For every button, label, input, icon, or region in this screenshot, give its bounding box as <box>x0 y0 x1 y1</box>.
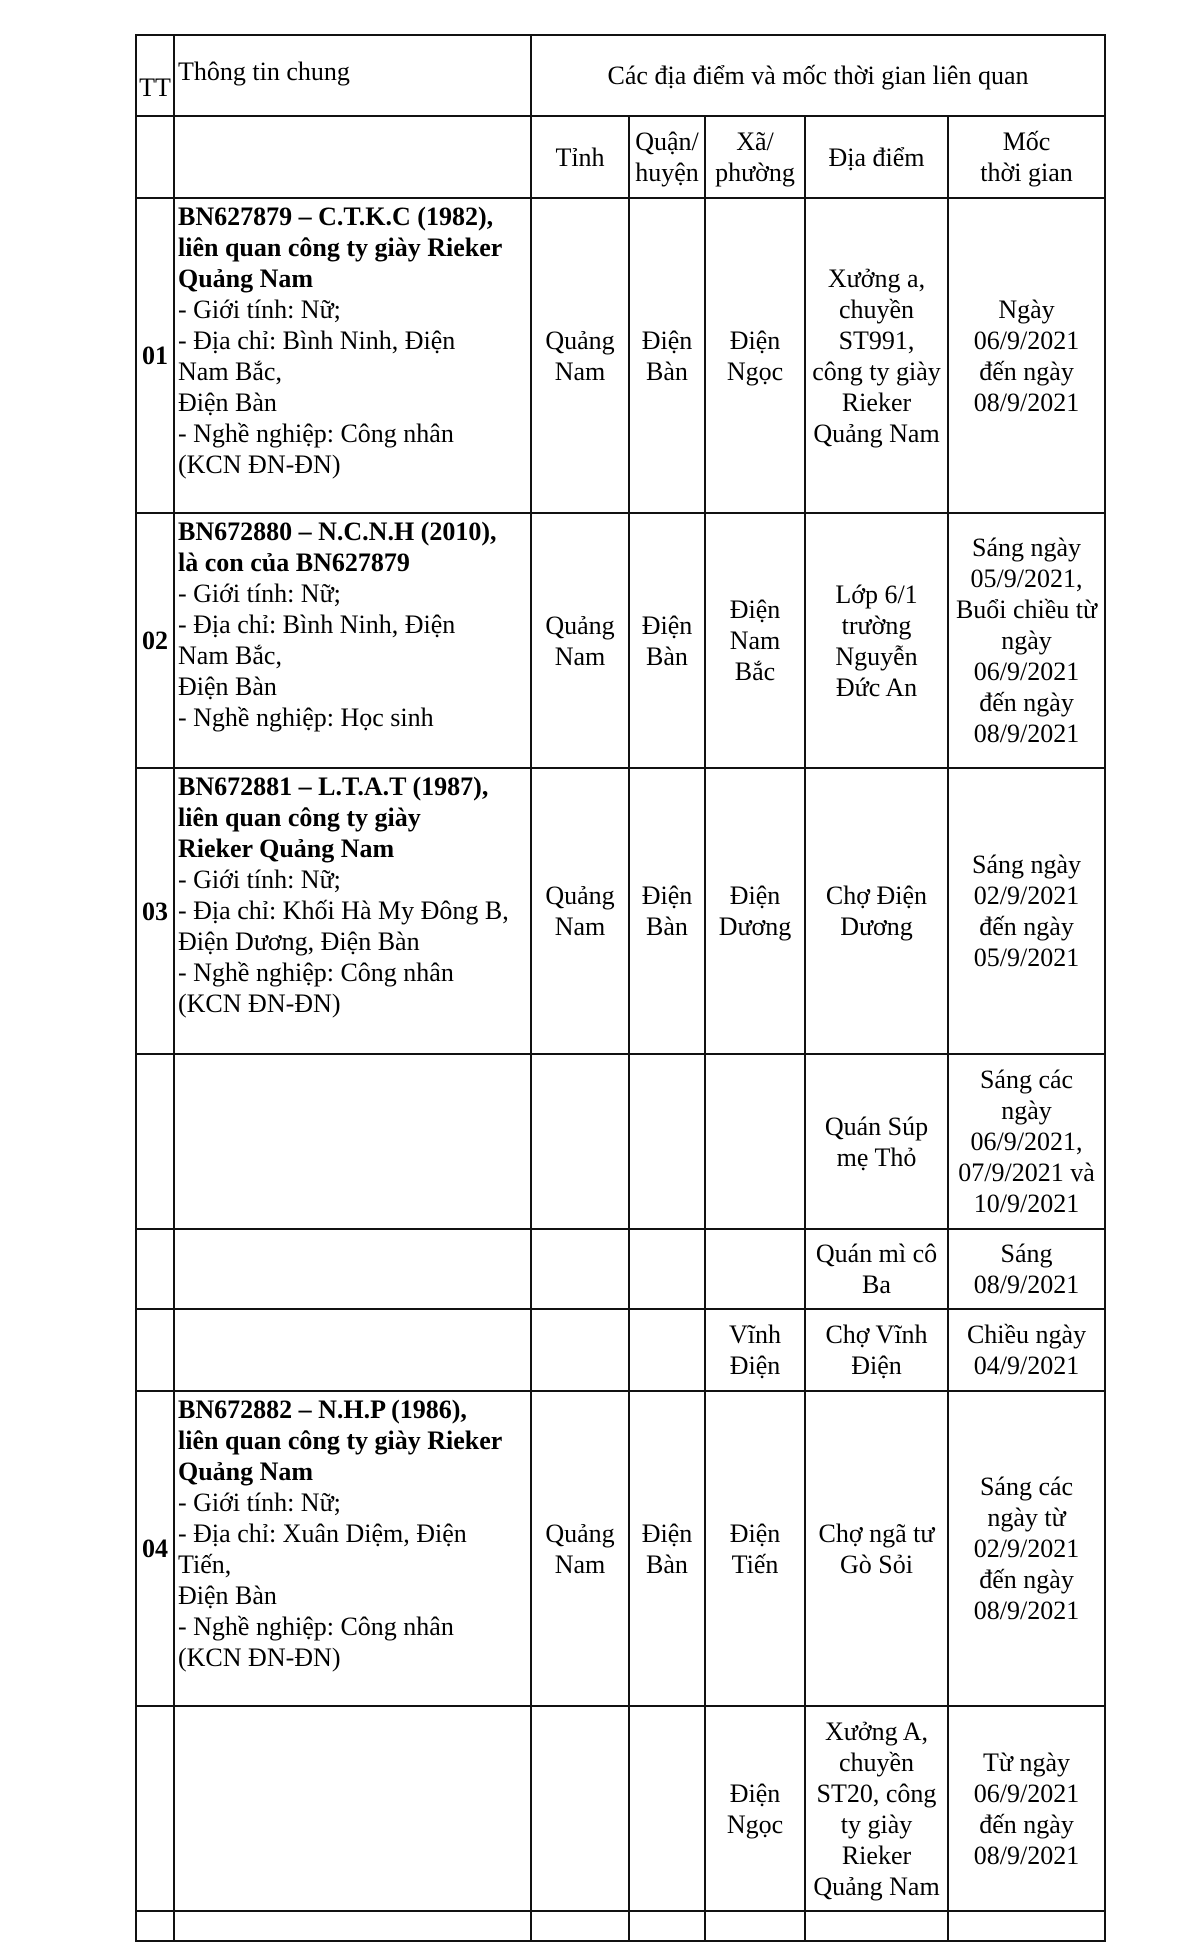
patient-title: BN627879 – C.T.K.C (1982), liên quan công ty giày Rieker Quảng Nam <box>178 202 503 293</box>
ward-cell: Điện Dương <box>705 768 805 1054</box>
place-cell: Quán Súp mẹ Thỏ <box>805 1054 948 1229</box>
time-cell: Sáng các ngày 06/9/2021, 07/9/2021 và 10/9/2021 <box>948 1054 1105 1229</box>
row-number <box>136 1054 174 1229</box>
patient-address: - Địa chỉ: Xuân Diệm, Điện Tiến, Điện Bàn <box>178 1519 467 1610</box>
district-cell: Điện Bàn <box>629 1391 705 1706</box>
header-locations-title: Các địa điểm và mốc thời gian liên quan <box>531 35 1105 116</box>
ward-cell <box>705 1229 805 1309</box>
header-ward: Xã/ phường <box>705 116 805 198</box>
patient-title: BN672880 – N.C.N.H (2010), là con của BN627879 <box>178 517 497 577</box>
ward-cell: Điện Ngọc <box>705 198 805 513</box>
time-cell: Sáng các ngày từ 02/9/2021 đến ngày 08/9/2021 <box>948 1391 1105 1706</box>
header-empty-info <box>174 116 531 198</box>
patient-occupation: - Nghề nghiệp: Học sinh <box>178 703 434 732</box>
patient-title: BN672881 – L.T.A.T (1987), liên quan công ty giày Rieker Quảng Nam <box>178 772 489 863</box>
patient-info <box>174 1054 531 1229</box>
patient-info <box>174 1391 531 1706</box>
province-cell <box>531 1229 629 1309</box>
table-row <box>136 513 1105 768</box>
header-row-1 <box>136 35 1105 116</box>
patient-address: - Địa chỉ: Bình Ninh, Điện Nam Bắc, Điện Bàn <box>178 610 456 701</box>
patient-info <box>174 1309 531 1391</box>
row-number: 04 <box>136 1391 174 1706</box>
place-cell: Xưởng a, chuyền ST991, công ty giày Rieker Quảng Nam <box>805 198 948 513</box>
row-number: 03 <box>136 768 174 1054</box>
patient-occupation: - Nghề nghiệp: Công nhân (KCN ĐN-ĐN) <box>178 419 454 479</box>
district-cell: Điện Bàn <box>629 768 705 1054</box>
place-cell: Chợ ngã tư Gò Sỏi <box>805 1391 948 1706</box>
province-cell: Quảng Nam <box>531 198 629 513</box>
table-row <box>136 1706 1105 1911</box>
table-row <box>136 1229 1105 1309</box>
patient-gender: - Giới tính: Nữ; <box>178 579 341 608</box>
patient-gender: - Giới tính: Nữ; <box>178 295 341 324</box>
ward-cell: Vĩnh Điện <box>705 1309 805 1391</box>
patient-info <box>174 1706 531 1911</box>
time-cell: Sáng 08/9/2021 <box>948 1229 1105 1309</box>
province-cell: Quảng Nam <box>531 768 629 1054</box>
header-time: Mốc thời gian <box>948 116 1105 198</box>
district-cell <box>629 1706 705 1911</box>
patient-gender: - Giới tính: Nữ; <box>178 1488 341 1517</box>
province-cell <box>531 1309 629 1391</box>
header-general-info: Thông tin chung <box>174 35 531 116</box>
place-cell: Lớp 6/1 trường Nguyễn Đức An <box>805 513 948 768</box>
ward-cell: Điện Tiến <box>705 1391 805 1706</box>
patient-occupation: - Nghề nghiệp: Công nhân (KCN ĐN-ĐN) <box>178 958 454 1018</box>
patient-info <box>174 1229 531 1309</box>
row-number: 02 <box>136 513 174 768</box>
header-row-2 <box>136 116 1105 198</box>
time-cell: Chiều ngày 04/9/2021 <box>948 1309 1105 1391</box>
patient-address: - Địa chỉ: Khối Hà My Đông B, Điện Dương, Điện Bàn <box>178 896 509 956</box>
header-empty-tt <box>136 116 174 198</box>
header-district: Quận/ huyện <box>629 116 705 198</box>
patient-info <box>174 768 531 1054</box>
time-cell: Sáng ngày 02/9/2021 đến ngày 05/9/2021 <box>948 768 1105 1054</box>
time-cell: Sáng ngày 05/9/2021, Buổi chiều từ ngày 06/9/2021 đến ngày 08/9/2021 <box>948 513 1105 768</box>
ward-cell <box>705 1054 805 1229</box>
header-place: Địa điểm <box>805 116 948 198</box>
place-cell: Chợ Vĩnh Điện <box>805 1309 948 1391</box>
table-row <box>136 1054 1105 1229</box>
header-tt: TT <box>136 35 174 116</box>
ward-cell: Điện Ngọc <box>705 1706 805 1911</box>
patient-address: - Địa chỉ: Bình Ninh, Điện Nam Bắc, Điện Bàn <box>178 326 456 417</box>
row-number <box>136 1706 174 1911</box>
patient-gender: - Giới tính: Nữ; <box>178 865 341 894</box>
table-row <box>136 768 1105 1054</box>
table-row <box>136 1911 1105 1941</box>
province-cell <box>531 1706 629 1911</box>
province-cell: Quảng Nam <box>531 1391 629 1706</box>
table-row <box>136 1309 1105 1391</box>
district-cell: Điện Bàn <box>629 198 705 513</box>
district-cell <box>629 1229 705 1309</box>
district-cell: Điện Bàn <box>629 513 705 768</box>
place-cell: Quán mì cô Ba <box>805 1229 948 1309</box>
district-cell <box>629 1309 705 1391</box>
row-number: 01 <box>136 198 174 513</box>
province-cell: Quảng Nam <box>531 513 629 768</box>
ward-cell: Điện Nam Bắc <box>705 513 805 768</box>
patient-title: BN672882 – N.H.P (1986), liên quan công ty giày Rieker Quảng Nam <box>178 1395 503 1486</box>
table-row <box>136 1391 1105 1706</box>
time-cell: Ngày 06/9/2021 đến ngày 08/9/2021 <box>948 198 1105 513</box>
row-number <box>136 1229 174 1309</box>
row-number <box>136 1309 174 1391</box>
header-province: Tỉnh <box>531 116 629 198</box>
province-cell <box>531 1054 629 1229</box>
time-cell: Từ ngày 06/9/2021 đến ngày 08/9/2021 <box>948 1706 1105 1911</box>
case-locations-table <box>135 34 1106 1942</box>
place-cell: Chợ Điện Dương <box>805 768 948 1054</box>
table-row <box>136 198 1105 513</box>
district-cell <box>629 1054 705 1229</box>
patient-occupation: - Nghề nghiệp: Công nhân (KCN ĐN-ĐN) <box>178 1612 454 1672</box>
patient-info <box>174 513 531 768</box>
patient-info <box>174 198 531 513</box>
place-cell: Xưởng A, chuyền ST20, công ty giày Rieker Quảng Nam <box>805 1706 948 1911</box>
